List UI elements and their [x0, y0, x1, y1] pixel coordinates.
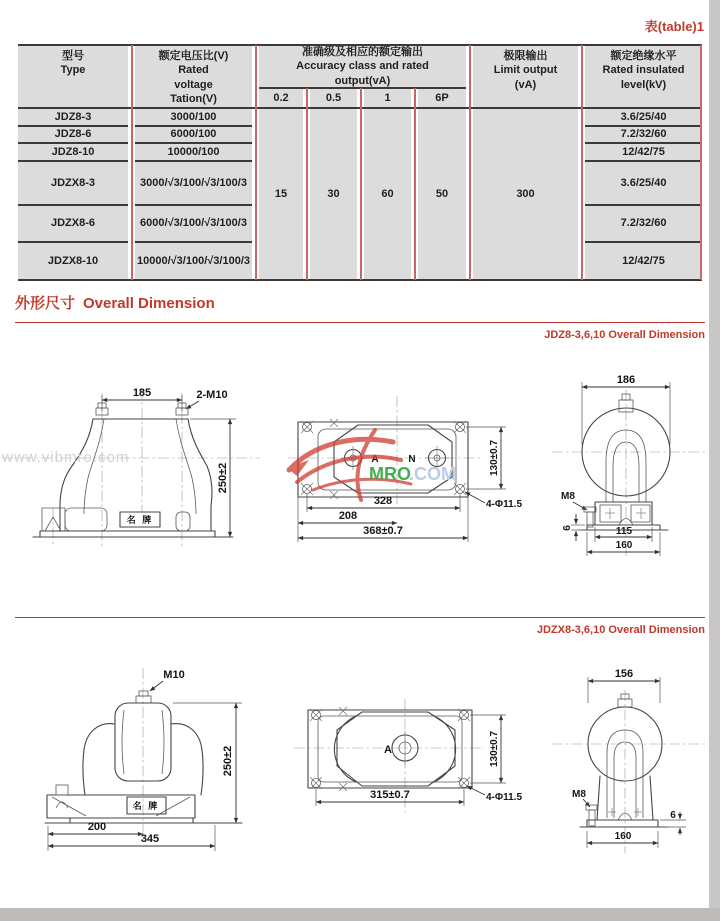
header-insulation-en1: Rated insulated	[602, 64, 685, 77]
terminal-n-label: N	[408, 454, 416, 465]
logo-mro-text: MRO	[369, 464, 411, 484]
row-insulation-3: 3.6/25/40	[585, 161, 702, 205]
jdzx8-front-view-drawing	[20, 655, 285, 860]
header-voltage-en1: Rated	[178, 64, 209, 77]
row-insulation-2: 12/42/75	[585, 143, 702, 161]
header-type-en: Type	[60, 64, 86, 77]
page-edge-bottom	[0, 908, 720, 921]
jdz8-caption: JDZ8-3,6,10 Overall Dimension	[544, 329, 705, 341]
nameplate-label: 名 牌	[126, 515, 154, 525]
row-type-1: JDZ8-6	[18, 126, 128, 143]
merged-output-6p: 50	[418, 108, 466, 280]
bolt-m8-label: M8	[572, 789, 586, 800]
dim-345-label: 345	[140, 833, 160, 845]
jdz8-front-view-drawing	[0, 378, 280, 568]
row-rule	[135, 142, 252, 144]
holes-label: 4-Φ11.5	[486, 792, 523, 803]
header-limit-zh: 极限输出	[503, 50, 548, 62]
terminal-a-label: A	[371, 454, 379, 465]
header-class-1: 1	[364, 88, 411, 108]
table-tag: 表(table)1	[644, 19, 704, 34]
jdzx8-side-view-drawing	[545, 655, 710, 855]
header-accuracy-zh: 准确级及相应的额定输出	[302, 46, 423, 59]
jdz8-side-view-drawing	[548, 372, 710, 562]
header-limit-en2: (vA)	[514, 78, 537, 91]
dim-250-label: 250±2	[217, 462, 229, 494]
row-rule	[585, 125, 702, 127]
header-type	[18, 45, 128, 108]
row-voltage-1: 6000/100	[135, 126, 252, 143]
accuracy-sub-rule	[259, 87, 466, 89]
subcol-rule	[306, 88, 308, 280]
dim-208-label: 208	[338, 510, 358, 522]
header-limit	[473, 45, 578, 108]
row-type-3: JDZX8-3	[18, 161, 128, 205]
table-top-rule	[18, 44, 702, 46]
jdzx8-caption: JDZX8-3,6,10 Overall Dimension	[536, 624, 705, 636]
col-rule	[131, 45, 133, 280]
dim-160-label: 160	[615, 540, 633, 551]
merged-output-05: 30	[310, 108, 357, 280]
header-voltage-zh: 额定电压比(V)	[158, 50, 229, 62]
row-rule	[585, 142, 702, 144]
header-insulation-zh: 额定绝缘水平	[610, 50, 677, 62]
col-rule	[469, 45, 471, 280]
header-voltage-en3: Tation(V)	[170, 92, 217, 105]
merged-output-02: 15	[259, 108, 303, 280]
section-title-zh: 外形尺寸	[15, 295, 76, 312]
dim-200-label: 200	[87, 821, 107, 833]
dim-368-label: 368±0.7	[363, 525, 403, 537]
section-divider	[15, 322, 705, 323]
row-rule	[18, 142, 128, 144]
row-voltage-4: 6000/√3/100/√3/100/3	[135, 205, 252, 242]
row-rule	[18, 160, 128, 162]
dim-160-label: 160	[614, 831, 632, 842]
header-class-6p: 6P	[418, 88, 466, 108]
dim-250-label: 250±2	[222, 745, 234, 777]
bolt-2m10-label: 2-M10	[196, 389, 228, 401]
row-insulation-1: 7.2/32/60	[585, 126, 702, 143]
row-type-5: JDZX8-10	[18, 242, 128, 280]
row-rule	[585, 204, 702, 206]
dim-130-label: 130±0.7	[489, 439, 500, 477]
dim-115-label: 115	[615, 526, 633, 537]
watermark-logo	[283, 424, 473, 506]
dim-186-label: 186	[616, 374, 636, 386]
dim-156-label: 156	[614, 668, 634, 680]
page-edge-right	[709, 0, 720, 908]
jdzx8-plan-view-drawing	[290, 685, 530, 820]
row-rule	[18, 125, 128, 127]
row-voltage-3: 3000/√3/100/√3/100/3	[135, 161, 252, 205]
dim-6-label: 6	[562, 525, 573, 531]
header-limit-en1: Limit output	[493, 64, 558, 77]
row-type-0: JDZ8-3	[18, 108, 128, 126]
holes-label: 4-Φ11.5	[486, 499, 523, 510]
col-rule	[700, 45, 702, 280]
dim-328-label: 328	[373, 495, 393, 507]
row-rule	[585, 241, 702, 243]
merged-output-1: 60	[364, 108, 411, 280]
subcol-rule	[414, 88, 416, 280]
header-insulation	[585, 45, 702, 108]
bolt-m10-label: M10	[163, 669, 185, 681]
nameplate-label: 名 牌	[132, 801, 160, 811]
dim-130-label: 130±0.7	[489, 730, 500, 768]
section-divider	[15, 617, 705, 618]
header-accuracy	[259, 45, 466, 88]
row-rule	[18, 241, 128, 243]
row-rule	[135, 241, 252, 243]
terminal-a-label: A	[384, 744, 392, 756]
row-rule	[18, 204, 128, 206]
row-rule	[135, 160, 252, 162]
row-voltage-5: 10000/√3/100/√3/100/3	[135, 242, 252, 280]
section-title	[15, 292, 223, 313]
section-title-en: Overall Dimension	[83, 295, 215, 312]
dim-6-label: 6	[670, 810, 676, 821]
col-rule	[255, 45, 257, 280]
dim-315-label: 315±0.7	[370, 789, 410, 801]
col-rule	[581, 45, 583, 280]
bolt-m8-label: M8	[561, 491, 575, 502]
row-rule	[135, 204, 252, 206]
merged-limit-output: 300	[473, 108, 578, 280]
header-voltage-en2: voltage	[174, 78, 213, 91]
row-rule	[135, 125, 252, 127]
header-class-05: 0.5	[310, 88, 357, 108]
row-type-2: JDZ8-10	[18, 143, 128, 161]
row-type-4: JDZX8-6	[18, 205, 128, 242]
row-voltage-2: 10000/100	[135, 143, 252, 161]
row-rule	[585, 160, 702, 162]
row-insulation-5: 12/42/75	[585, 242, 702, 280]
header-voltage	[135, 45, 252, 108]
header-type-zh: 型号	[62, 50, 84, 62]
header-accuracy-en2: output(vA)	[334, 74, 391, 87]
subcol-rule	[360, 88, 362, 280]
watermark-site-text: www.vibmro.com	[2, 449, 130, 466]
header-class-02: 0.2	[259, 88, 303, 108]
header-accuracy-en1: Accuracy class and rated	[296, 60, 429, 73]
spec-table	[18, 45, 702, 280]
dim-185-label: 185	[132, 387, 152, 399]
row-insulation-0: 3.6/25/40	[585, 108, 702, 126]
row-voltage-0: 3000/100	[135, 108, 252, 126]
row-insulation-4: 7.2/32/60	[585, 205, 702, 242]
header-insulation-en2: level(kV)	[620, 78, 667, 91]
logo-com-text: .COM	[409, 464, 456, 484]
